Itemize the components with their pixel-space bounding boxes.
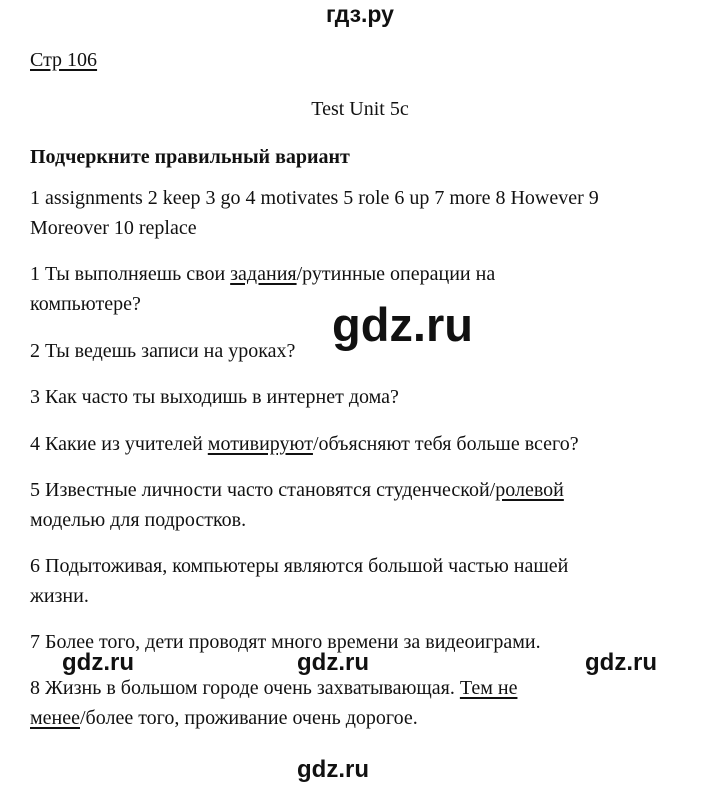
watermark-center: gdz.ru: [332, 298, 473, 351]
sentence-1-suffix: /рутинные операции на: [296, 263, 496, 285]
page-title: Test Unit 5c: [311, 98, 409, 120]
instruction: Подчеркните правильный вариант: [30, 146, 350, 168]
sentence-1-prefix: 1 Ты выполняешь свои: [30, 263, 231, 285]
sentence-1-line-2: компьютере?: [30, 293, 141, 315]
watermark-middle: gdz.ru: [297, 649, 369, 676]
sentence-4-suffix: /объясняют тебя больше всего?: [312, 433, 579, 455]
watermark-bottom: gdz.ru: [297, 756, 369, 783]
sentence-4-prefix: 4 Какие из учителей: [30, 433, 208, 455]
page-reference: Стр 106: [30, 49, 98, 71]
watermark-right: gdz.ru: [585, 649, 657, 676]
sentence-2: 2 Ты ведешь записи на уроках?: [30, 340, 296, 362]
sentence-5-prefix: 5 Известные личности часто становятся студенческой/: [30, 479, 496, 501]
answers-line-2: Moreover 10 replace: [30, 217, 197, 239]
watermark-left: gdz.ru: [62, 649, 134, 676]
sentence-8-prefix: 8 Жизнь в большом городе очень захватывающая.: [30, 677, 460, 699]
sentence-5-underlined: ролевой: [495, 479, 564, 501]
sentence-8-line-2: [30, 703, 418, 733]
sentence-8-underlined-1: Тем не: [459, 677, 518, 699]
sentence-7: 7 Более того, дети проводят много времени за видеоиграми.: [30, 631, 541, 653]
sentence-5: [30, 475, 564, 505]
sentence-4-underlined: мотивируют: [207, 433, 313, 455]
sentence-1-underlined: задания: [230, 263, 297, 285]
sentence-8-underlined-2: менее: [30, 707, 80, 729]
sentence-1: [30, 259, 495, 289]
sentence-3: 3 Как часто ты выходишь в интернет дома?: [30, 386, 399, 408]
sentence-5-line-2: моделью для подростков.: [30, 509, 247, 531]
site-header: гдз.ру: [326, 1, 394, 27]
sentence-6-line-2: жизни.: [30, 585, 89, 607]
sentence-4: [30, 429, 579, 459]
sentence-8-suffix: /более того, проживание очень дорогое.: [80, 707, 418, 729]
answers-line-1: 1 assignments 2 keep 3 go 4 motivates 5 role 6 up 7 more 8 However 9: [30, 187, 599, 209]
sentence-6-line-1: 6 Подытоживая, компьютеры являются большой частью нашей: [30, 555, 569, 577]
